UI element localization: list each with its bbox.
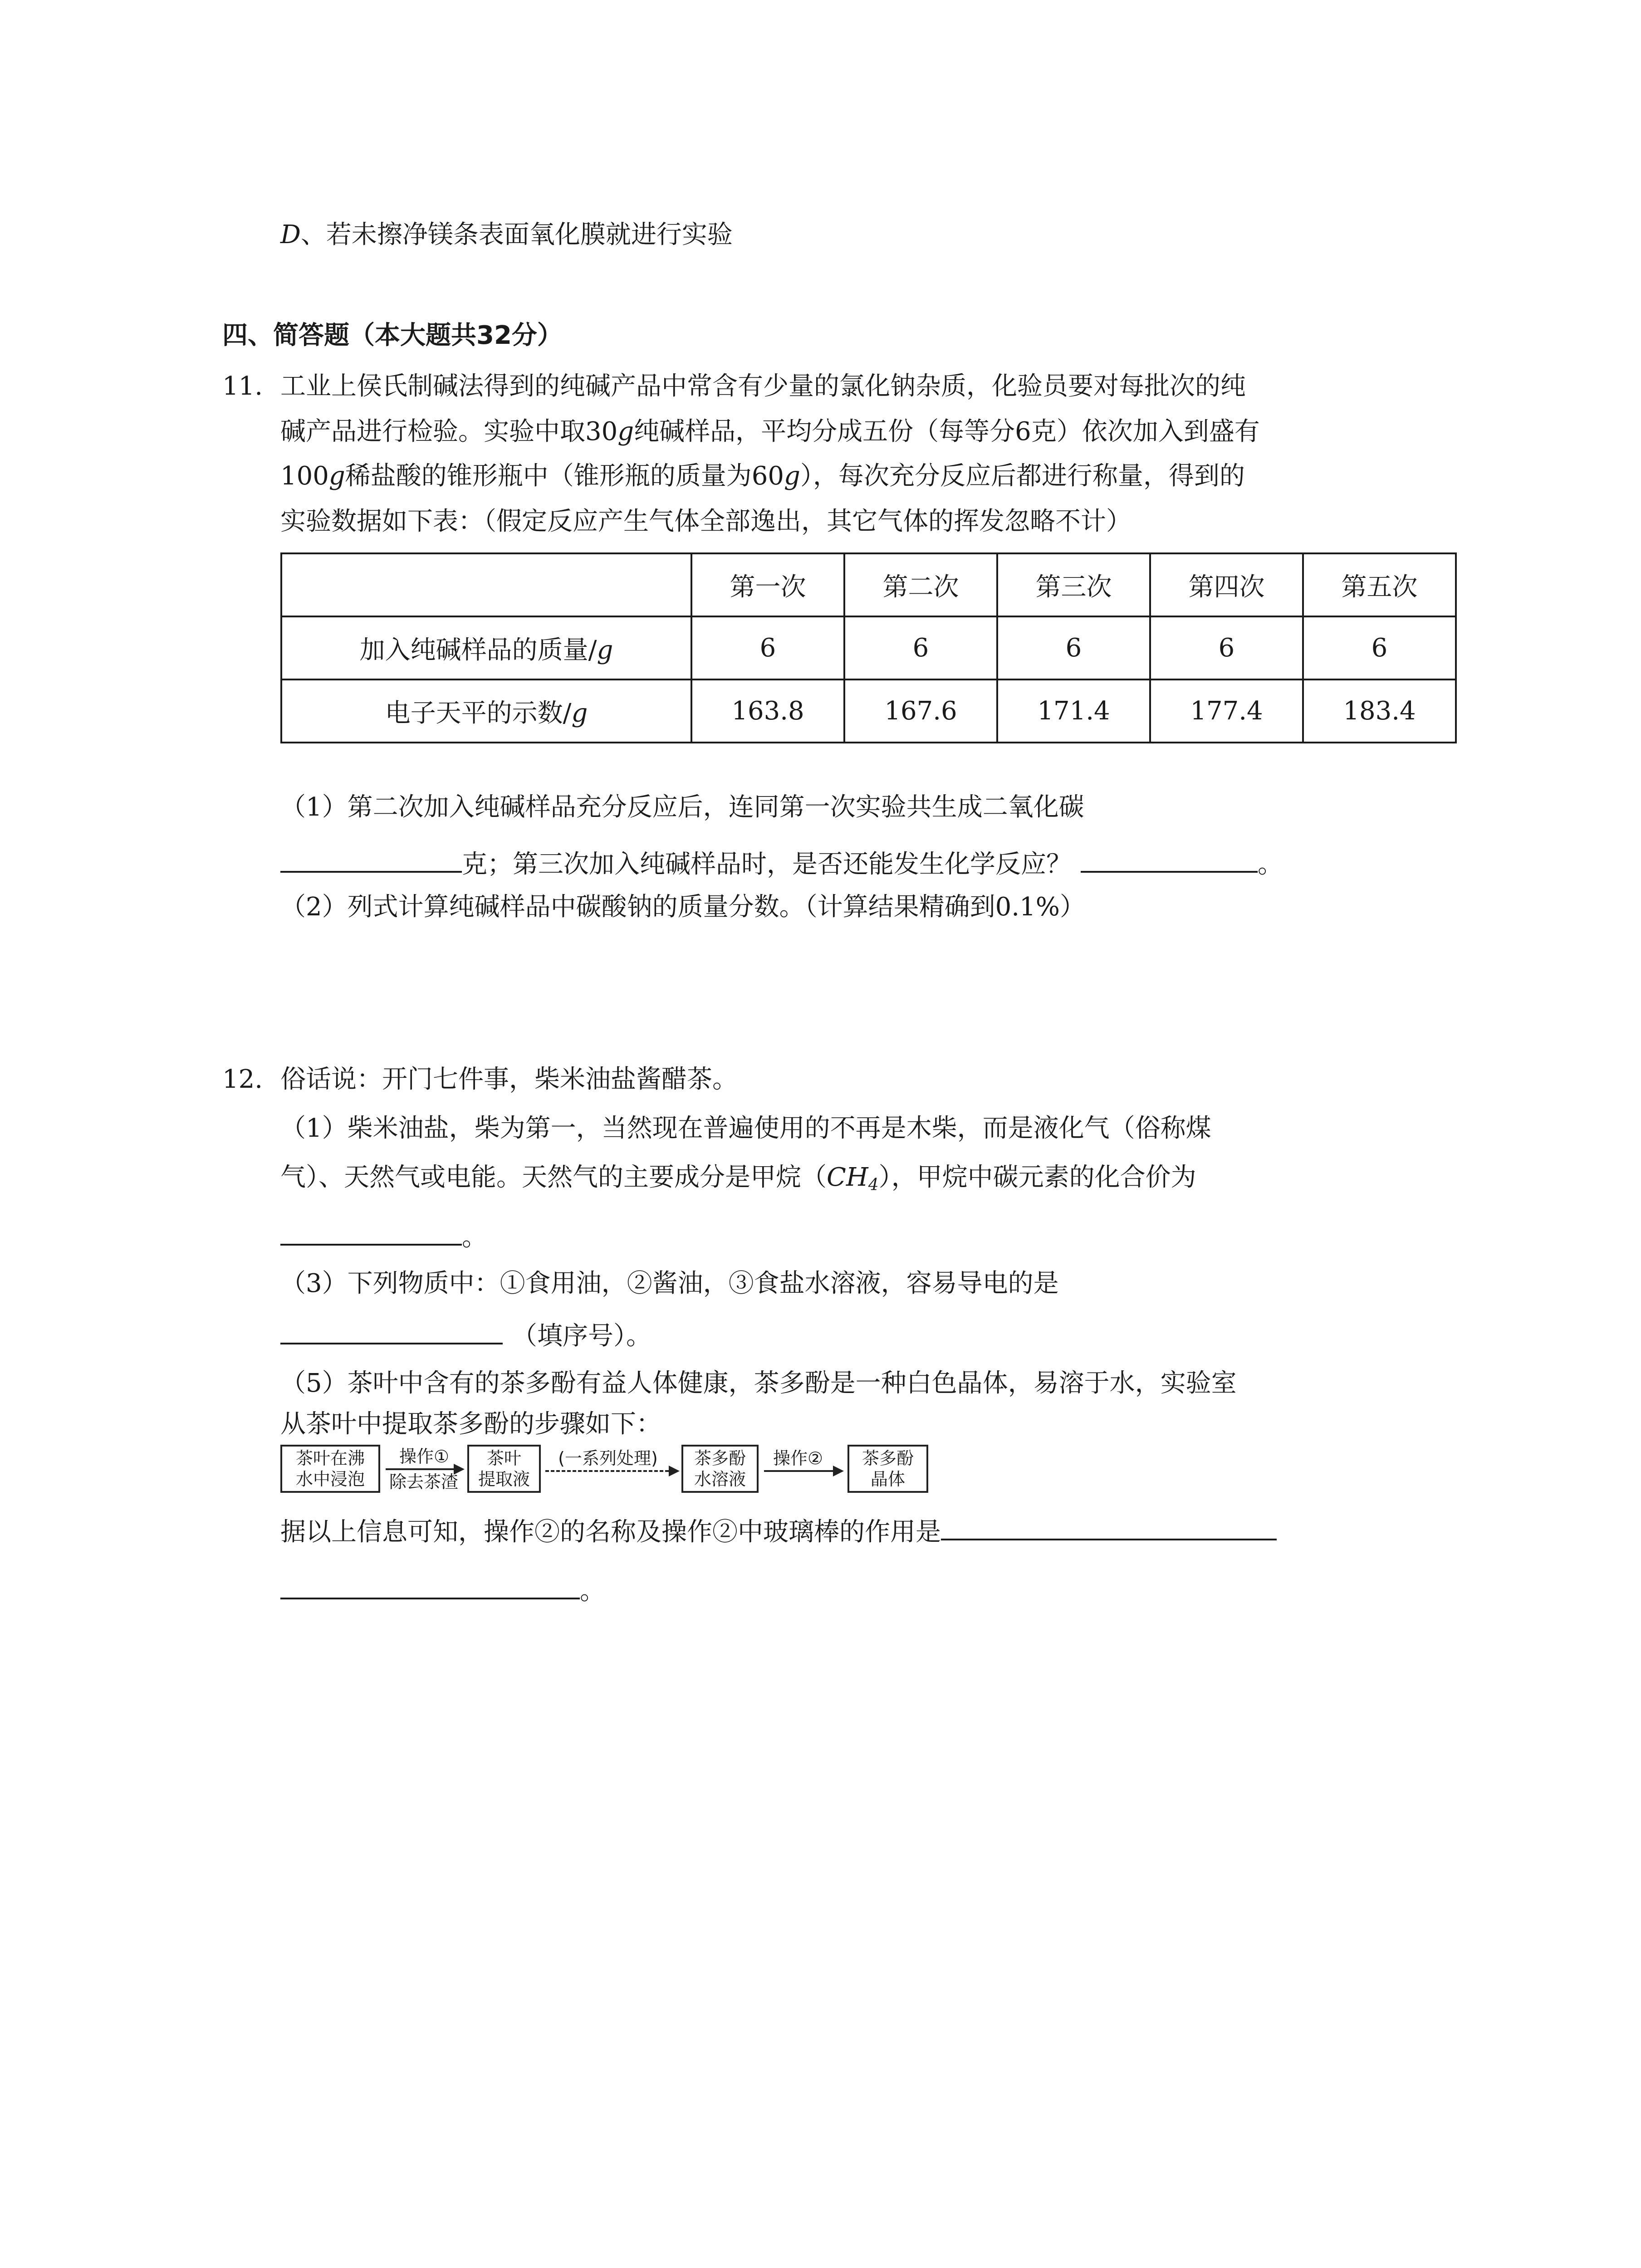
table-cell: 6 — [1150, 616, 1303, 679]
table-cell: 183.4 — [1303, 679, 1456, 743]
section-title: 四、简答题（本大题共32分） — [222, 321, 563, 350]
answer-blank[interactable] — [280, 1216, 462, 1246]
table-header-cell: 第一次 — [691, 553, 844, 616]
flow-arrow — [386, 1468, 454, 1470]
table-header-cell: 第三次 — [997, 553, 1150, 616]
q12-sub1-line1: （1）柴米油盐，柴为第一，当然现在普遍使用的不再是木柴，而是液化气（俗称煤 — [280, 1114, 1211, 1143]
unit-g: g — [328, 461, 345, 491]
table-row — [281, 679, 1456, 743]
q11-line3-b: 稀盐酸的锥形瓶中（锥形瓶的质量为60 — [345, 461, 784, 491]
table-cell: 163.8 — [691, 679, 844, 743]
table-header-cell: 第二次 — [844, 553, 997, 616]
answer-blank[interactable] — [280, 1569, 580, 1599]
q11-line3-c: ），每次充分反应后都进行称量，得到的 — [800, 461, 1245, 491]
flow-op1-note: 除去茶渣 — [389, 1472, 458, 1492]
formula-subscript: 4 — [868, 1176, 879, 1194]
table-row-label — [281, 679, 691, 743]
unit-g: g — [597, 635, 613, 665]
q12-intro: 俗话说：开门七件事，柴米油盐酱醋茶。 — [280, 1065, 738, 1094]
row-label-text: 加入纯碱样品的质量/ — [359, 635, 597, 665]
unit-g: g — [784, 461, 800, 491]
flow-mid-label: (一系列处理) — [558, 1448, 658, 1468]
table-corner-cell — [281, 553, 691, 616]
option-d — [280, 217, 733, 253]
table-header-cell: 第四次 — [1150, 553, 1303, 616]
answer-blank[interactable] — [941, 1510, 1277, 1540]
option-letter: D — [280, 220, 301, 249]
q12-sub3-line2-text: （填序号）。 — [512, 1321, 652, 1351]
q12-conclusion-end: 。 — [580, 1576, 605, 1606]
flow-box-text: 水中浸泡 — [295, 1469, 365, 1489]
table-row — [281, 616, 1456, 679]
q11-line2 — [280, 414, 1260, 450]
flow-arrow-dashed — [545, 1470, 669, 1472]
q12-number: 12. — [222, 1065, 263, 1094]
q11-line2-a: 碱产品进行检验。实验中取30 — [280, 417, 618, 446]
answer-blank[interactable] — [1081, 843, 1258, 873]
table-cell: 171.4 — [997, 679, 1150, 743]
experiment-data-table — [280, 552, 1457, 743]
q12-sub1-line2-a: 气）、天然气或电能。天然气的主要成分是甲烷（ — [280, 1163, 827, 1192]
flow-arrow — [764, 1470, 833, 1472]
answer-blank[interactable] — [280, 1315, 503, 1344]
q11-line3-a: 100 — [280, 461, 329, 491]
arrow-head-icon — [669, 1466, 680, 1476]
q12-conclusion-line2 — [280, 1569, 605, 1609]
flow-box-text: 提取液 — [478, 1469, 530, 1489]
q12-sub5-line2: 从茶叶中提取茶多酚的步骤如下： — [280, 1409, 661, 1439]
extraction-flow-diagram — [280, 1445, 952, 1495]
table-cell: 177.4 — [1150, 679, 1303, 743]
q11-line2-b: 纯碱样品，平均分成五份（每等分6克）依次加入到盛有 — [634, 417, 1260, 446]
q12-conclusion — [280, 1510, 1277, 1550]
flow-op1-label: 操作① — [399, 1447, 450, 1466]
flow-box-crystal — [847, 1445, 928, 1493]
q12-sub1-line2 — [280, 1159, 1196, 1203]
q11-line3 — [280, 458, 1245, 494]
arrow-head-icon — [833, 1466, 844, 1476]
formula-ch: CH — [827, 1163, 868, 1192]
q11-sub1-line2-text: 克；第三次加入纯碱样品时，是否还能发生化学反应？ — [462, 850, 1072, 879]
option-text: 、若未擦净镁条表面氧化膜就进行实验 — [300, 220, 733, 249]
flow-box-extract — [467, 1445, 541, 1493]
q12-sub1-end: 。 — [462, 1222, 487, 1252]
q11-sub1-line1: （1）第二次加入纯碱样品充分反应后，连同第一次实验共生成二氧化碳 — [280, 792, 1084, 822]
flow-box-text: 水溶液 — [694, 1469, 746, 1489]
table-cell: 6 — [844, 616, 997, 679]
q12-sub5-line1: （5）茶叶中含有的茶多酚有益人体健康，茶多酚是一种白色晶体，易溶于水，实验室 — [280, 1369, 1237, 1398]
flow-box-text: 茶多酚 — [694, 1448, 746, 1468]
table-row-label — [281, 616, 691, 679]
answer-blank[interactable] — [280, 843, 462, 873]
table-cell: 6 — [1303, 616, 1456, 679]
q11-line4: 实验数据如下表：（假定反应产生气体全部逸出，其它气体的挥发忽略不计） — [280, 507, 1132, 536]
q11-sub1-line2-end: 。 — [1258, 850, 1283, 879]
unit-g: g — [617, 417, 634, 446]
table-header-row — [281, 553, 1456, 616]
flow-box-text: 茶多酚 — [862, 1448, 914, 1468]
q11-sub2: （2）列式计算纯碱样品中碳酸钠的质量分数。（计算结果精确到0.1%） — [280, 892, 1085, 922]
table-header-cell: 第五次 — [1303, 553, 1456, 616]
flow-box-text: 茶叶 — [486, 1448, 521, 1468]
flow-op2-label: 操作② — [773, 1448, 823, 1468]
q11-sub1-line2 — [280, 843, 1283, 883]
table-cell: 167.6 — [844, 679, 997, 743]
row-label-text: 电子天平的示数/ — [385, 698, 572, 728]
methane-formula — [827, 1163, 879, 1192]
table-cell: 6 — [997, 616, 1150, 679]
q11-line1: 工业上侯氏制碱法得到的纯碱产品中常含有少量的氯化钠杂质，化验员要对每批次的纯 — [280, 371, 1246, 401]
table-cell: 6 — [691, 616, 844, 679]
q12-sub3-line2 — [280, 1315, 652, 1354]
flow-box-solution — [681, 1445, 759, 1493]
q11-number: 11. — [222, 371, 263, 401]
flow-box-soak — [280, 1445, 380, 1493]
unit-g: g — [571, 698, 588, 728]
flow-box-text: 茶叶在沸 — [295, 1448, 365, 1468]
q12-sub1-line3 — [280, 1216, 487, 1256]
flow-box-text: 晶体 — [870, 1469, 905, 1489]
q12-conclusion-text: 据以上信息可知，操作②的名称及操作②中玻璃棒的作用是 — [280, 1517, 941, 1547]
q12-sub3-line1: （3）下列物质中：①食用油，②酱油，③食盐水溶液，容易导电的是 — [280, 1269, 1059, 1298]
q12-sub1-line2-b: ），甲烷中碳元素的化合价为 — [878, 1163, 1196, 1192]
